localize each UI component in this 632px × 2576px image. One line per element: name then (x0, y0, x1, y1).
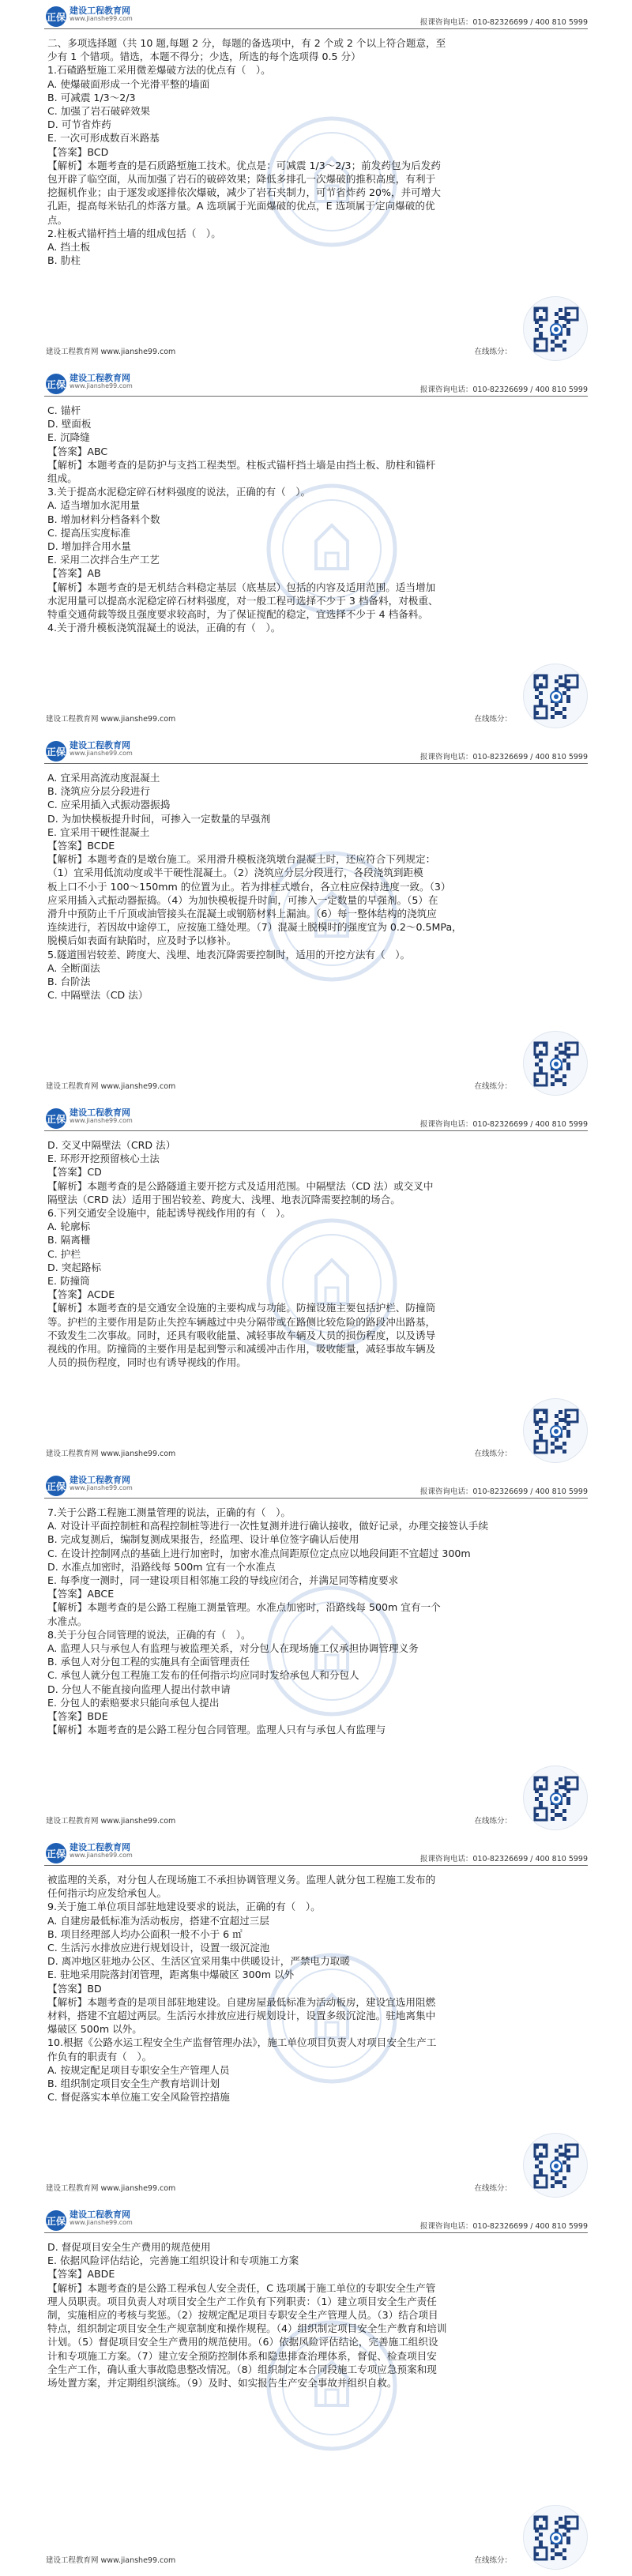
analysis-line: 【解析】本题考查的是公路工程分包合同管理。监理人只有与承包人有监理与 (47, 1724, 386, 1736)
footer-site[interactable]: 建设工程教育网 www.jianshe99.com (46, 2184, 176, 2193)
analysis-line: 【解析】本题考查的是石质路堑施工技术。优点是：可减震 1/3～2/3；前发药包为后发药 (47, 159, 441, 171)
text-line: 二、多项选择题（共 10 题,每题 2 分，每题的备选项中，有 2 个或 2 个以上符合题意，至 (47, 37, 446, 49)
page (0, 367, 632, 735)
text-line: C. 加强了岩石破碎效果 (47, 105, 151, 118)
footer-consult: 在线练分： (474, 2556, 512, 2565)
text-line: C. 应采用插入式振动器振捣 (47, 799, 171, 811)
header-divider (44, 763, 588, 764)
text-line: B. 增加材料分档备料个数 (47, 513, 160, 525)
page-header (0, 367, 632, 402)
logo-mark-icon: 正保 (46, 2210, 66, 2231)
page-footer (0, 2133, 632, 2204)
text-line: E. 分包人的索赔要求只能向承包人提出 (47, 1696, 220, 1709)
text-line: 水泥用量可以提高水泥稳定碎石材料强度，对一般工程可选择不少于 3 档备料，对极重、 (47, 594, 438, 607)
text-line: 4.关于滑升模板浇筑混凝土的说法，正确的有（ ）。 (47, 622, 281, 634)
page-content (47, 1138, 586, 1369)
text-line: 特重交通荷载等级且强度要求较高时，为了保证搅配的稳定，宜选择不少于 4 档备料。 (47, 608, 428, 621)
footer-consult: 在线练分： (474, 715, 512, 724)
logo-text (70, 2210, 133, 2227)
page (0, 1469, 632, 1837)
brand-logo[interactable] (46, 1843, 133, 1863)
answer-line: 【答案】BCDE (47, 840, 115, 852)
brand-name: 建设工程教育网 (70, 2209, 130, 2220)
text-line: 挖掘机作业；由于逐发或逐排依次爆破，减少了岩石夹制力，可节省炸药 20%，并可增大 (47, 186, 441, 199)
text-line: 爆破区 500m 以外。 (47, 2023, 142, 2036)
page-footer (0, 1398, 632, 1469)
qr-code-icon (523, 2133, 588, 2198)
page-footer (0, 664, 632, 735)
text-line: E. 环形开挖预留核心土法 (47, 1153, 160, 1165)
brand-url: www.jianshe99.com (70, 1117, 133, 1125)
text-line: A. 监理人只与承包人有监理与被监理关系，对分包人在现场施工仅承担协调管理义务 (47, 1642, 419, 1655)
text-line: 特点，组织制定项目安全生产规章制度和操作规程。（4）组织制定项目安全生产教育和培训 (47, 2322, 447, 2335)
brand-logo[interactable] (46, 741, 133, 762)
page-header (0, 2204, 632, 2239)
hotline-text: 报课咨询电话：010-82326699 / 400 810 5999 (419, 1120, 588, 1129)
text-line: C. 中隔壁法（CD 法） (47, 989, 149, 1002)
text-line: 孔距，提高每米钻孔的炸落方量。A 选项属于光面爆破的优点，E 选项属于定向爆破的优 (47, 200, 435, 212)
text-line: 连续进行，若因故中途停工，应按施工缝处理。（7）混凝土脱模时的强度宜为 0.2～0.5MPa， (47, 921, 462, 934)
text-line: D. 增加拌合用水量 (47, 540, 131, 553)
text-line: 被监理的关系，对分包人在现场施工不承担协调管理义务。监理人就分包工程施工发布的 (47, 1874, 436, 1886)
brand-logo[interactable] (46, 1108, 133, 1129)
text-line: D. 督促项目安全生产费用的规范使用 (47, 2241, 211, 2253)
text-line: 场处置方案，并定期组织演练。（9）及时、如实报告生产安全事故并组织自救。 (47, 2377, 397, 2390)
text-line: 3.关于提高水泥稳定碎石材料强度的说法，正确的有（ ）。 (47, 486, 311, 498)
logo-text (70, 1108, 133, 1125)
footer-site[interactable]: 建设工程教育网 www.jianshe99.com (46, 1817, 176, 1826)
text-line: A. 全断面法 (47, 961, 100, 974)
text-line: 视线的作用。防撞筒的主要作用是起到警示和减缓冲击作用，吸收能量，减轻事故车辆及 (47, 1343, 436, 1356)
brand-name: 建设工程教育网 (70, 740, 130, 750)
footer-consult: 在线练分： (474, 1450, 512, 1458)
answer-line: 【答案】BCD (47, 145, 109, 158)
text-line: 点。 (47, 213, 68, 226)
header-divider (44, 2232, 588, 2233)
text-line: B. 隔离栅 (47, 1234, 91, 1247)
logo-mark-icon: 正保 (46, 374, 66, 394)
footer-site[interactable]: 建设工程教育网 www.jianshe99.com (46, 715, 176, 724)
answer-line: 【答案】ACDE (47, 1288, 115, 1301)
brand-logo[interactable] (46, 6, 133, 27)
text-line: E. 依据风险评估结论，完善施工组织设计和专项施工方案 (47, 2254, 299, 2267)
text-line: E. 采用二次拌合生产工艺 (47, 554, 160, 566)
page-header (0, 1102, 632, 1137)
text-line: A. 轮廓标 (47, 1220, 91, 1233)
answer-line: 【答案】ABDE (47, 2268, 115, 2281)
qr-code-icon (523, 1031, 588, 1096)
text-line: 包开辟了临空面，从而加强了岩石的破碎效果；降低多排孔一次爆破的推积高度，有利于 (47, 173, 436, 186)
brand-name: 建设工程教育网 (70, 1107, 130, 1118)
text-line: D. 突起路标 (47, 1261, 102, 1273)
text-line: 应采用插入式振动器振捣。（4）为加快模板提升时间，可掺入一定数量的早强剂。（5）在 (47, 893, 438, 906)
text-line: B. 组织制定项目安全生产教育培训计划 (47, 2078, 220, 2090)
answer-line: 【答案】ABC (47, 445, 108, 457)
hotline-text: 报课咨询电话：010-82326699 / 400 810 5999 (419, 1487, 588, 1496)
header-divider (44, 1130, 588, 1131)
page-footer (0, 296, 632, 367)
text-line: E. 一次可形成数百米路基 (47, 132, 160, 145)
text-line: D. 分包人不能直接向监理人提出付款申请 (47, 1683, 231, 1695)
text-line: B. 承包人对分包工程的实施具有全面管理责任 (47, 1656, 250, 1668)
text-line: C. 提高压实度标准 (47, 526, 130, 539)
answer-line: 【答案】ABCE (47, 1588, 115, 1600)
header-divider (44, 1865, 588, 1866)
analysis-line: 【解析】本题考查的是交通安全设施的主要构成与功能。防撞设施主要包括护栏、防撞筒 (47, 1302, 436, 1314)
brand-url: www.jianshe99.com (70, 2219, 133, 2227)
hotline-text: 报课咨询电话：010-82326699 / 400 810 5999 (419, 753, 588, 762)
brand-url: www.jianshe99.com (70, 750, 133, 758)
analysis-line: 【解析】本题考查的是公路工程承包人安全责任，C 选项属于施工单位的专职安全生产管 (47, 2281, 436, 2294)
text-line: D. 交叉中隔壁法（CRD 法） (47, 1139, 176, 1151)
text-line: 人员的损伤程度，同时也有诱导视线的作用。 (47, 1356, 246, 1369)
logo-text (70, 6, 133, 23)
text-line: B. 可减震 1/3～2/3 (47, 91, 136, 103)
brand-url: www.jianshe99.com (70, 15, 133, 23)
page-header (0, 1837, 632, 1871)
text-line: 10.根据《公路水运工程安全生产监督管理办法》，施工单位项目负责人对项目安全生产工 (47, 2036, 437, 2049)
text-line: C. 督促落实本单位施工安全风险管控措施 (47, 2091, 230, 2104)
analysis-line: 【解析】本题考查的是公路工程施工测量管理。水准点加密时，沿路线每 500m 宜有一个 (47, 1601, 441, 1614)
text-line: 理人员职责。项目负责人对项目安全生产工作负有下列职责：（1）建立项目安全生产责任 (47, 2295, 437, 2307)
text-line: C. 生活污水排放应进行规划设计，设置一级沉淀池 (47, 1942, 270, 1954)
qr-code-icon (523, 1398, 588, 1463)
page-footer (0, 1031, 632, 1102)
text-line: 全生产工作，确认重大事故隐患整改情况。（8）组织制定本合同段施工专项应急预案和现 (47, 2363, 437, 2375)
brand-logo[interactable] (46, 374, 133, 394)
text-line: 作负有的职责有（ ）。 (47, 2050, 152, 2063)
text-line: B. 浇筑应分层分段进行 (47, 785, 150, 798)
text-line: B. 台阶法 (47, 976, 91, 988)
brand-url: www.jianshe99.com (70, 1484, 133, 1492)
logo-mark-icon: 正保 (46, 1476, 66, 1496)
page-content (47, 36, 586, 267)
text-line: 计划。（5）督促项目安全生产费用的规范使用。（6）依据风险评估结论，完善施工组织设 (47, 2336, 438, 2348)
logo-text (70, 1843, 133, 1860)
text-line: 1.石碴路堑施工采用微差爆破方法的优点有（ ）。 (47, 64, 271, 77)
logo-text (70, 374, 133, 390)
qr-code-icon (523, 664, 588, 728)
text-line: 等。护栏的主要作用是防止失控车辆越过中央分隔带或在路侧比较危险的路段冲出路基， (47, 1315, 436, 1328)
page-footer (0, 1766, 632, 1837)
logo-mark-icon: 正保 (46, 6, 66, 27)
footer-site[interactable]: 建设工程教育网 www.jianshe99.com (46, 1450, 176, 1458)
text-line: A. 自建房最低标准为活动板房，搭建不宜超过三层 (47, 1914, 269, 1927)
text-line: C. 护栏 (47, 1247, 81, 1260)
qr-code-icon (523, 2505, 588, 2570)
text-line: A. 挡土板 (47, 241, 91, 254)
footer-consult: 在线练分： (474, 2184, 512, 2193)
page (0, 1837, 632, 2204)
page-content (47, 2240, 586, 2390)
header-divider (44, 396, 588, 397)
brand-logo[interactable] (46, 1476, 133, 1496)
text-line: A. 按规定配足项目专职安全生产管理人员 (47, 2063, 230, 2076)
page-content (47, 1506, 586, 1736)
brand-name: 建设工程教育网 (70, 373, 130, 383)
page (0, 2204, 632, 2576)
text-line: 隔壁法（CRD 法）适用于围岩较差、跨度大、浅埋、地表沉降需要控制的场合。 (47, 1193, 401, 1205)
footer-consult: 在线练分： (474, 1082, 512, 1091)
text-line: D. 为加快模板提升时间，可掺入一定数量的早强剂 (47, 812, 271, 825)
header-divider (44, 1498, 588, 1499)
text-line: （1）宜采用低流动度或半干硬性混凝土。（2）浇筑应分层分段进行，各段浇筑到距模 (47, 867, 423, 879)
text-line: 材料，搭建不宜超过两层。生活污水排放应进行规划设计，设置多级沉淀池。驻地离集中 (47, 2010, 436, 2022)
text-line: E. 宜采用干硬性混凝土 (47, 825, 150, 838)
text-line: 制，实施相应的考核与奖惩。（2）按规定配足项目专职安全生产管理人员。（3）结合项目 (47, 2309, 438, 2322)
text-line: A. 宜采用高流动度混凝土 (47, 772, 160, 784)
page-content (47, 771, 586, 1002)
logo-text (70, 741, 133, 758)
text-line: A. 对设计平面控制桩和高程控制桩等进行一次性复测并进行确认接收，做好记录，办理交接签认手续 (47, 1520, 488, 1532)
text-line: 少有 1 个错项。错选，本题不得分；少选，所选的每个选项得 0.5 分） (47, 51, 361, 63)
text-line: D. 可节省炸药 (47, 118, 111, 131)
text-line: 不致发生二次事故。同时，还具有吸收能量、减轻事故车辆及人员的损伤程度，以及诱导 (47, 1329, 436, 1341)
text-line: B. 完成复测后，编制复测成果报告，经监理、设计单位签字确认后使用 (47, 1533, 359, 1546)
analysis-line: 【解析】本题考查的是公路隧道主要开挖方式及适用范围。中隔壁法（CD 法）或交叉中 (47, 1179, 434, 1192)
logo-mark-icon: 正保 (46, 1108, 66, 1129)
logo-text (70, 1476, 133, 1492)
text-line: E. 驻地采用院落封闭管理，距离集中爆破区 300m 以外 (47, 1969, 295, 1981)
text-line: 9.关于施工单位项目部驻地建设要求的说法，正确的有（ ）。 (47, 1901, 321, 1913)
answer-line: 【答案】CD (47, 1166, 102, 1179)
text-line: 计和专项施工方案。（7）建立安全预防控制体系和隐患排查治理体系，督促、检查项目安 (47, 2349, 437, 2362)
brand-name: 建设工程教育网 (70, 1475, 130, 1485)
text-line: A. 使爆破面形成一个光滑平整的墙面 (47, 77, 210, 90)
page-header (0, 1469, 632, 1504)
text-line: 7.关于公路工程施工测量管理的说法，正确的有（ ）。 (47, 1506, 291, 1518)
text-line: E. 沉降缝 (47, 431, 90, 444)
text-line: 任何指示均应发给承包人。 (47, 1887, 167, 1900)
qr-code-icon (523, 1766, 588, 1830)
brand-url: www.jianshe99.com (70, 382, 133, 390)
text-line: 8.关于分包合同管理的说法，正确的有（ ）。 (47, 1628, 251, 1641)
answer-line: 【答案】AB (47, 567, 101, 580)
hotline-text: 报课咨询电话：010-82326699 / 400 810 5999 (419, 18, 588, 27)
text-line: D. 壁面板 (47, 418, 92, 431)
text-line: C. 锚杆 (47, 404, 81, 416)
analysis-line: 【解析】本题考查的是墩台施工。采用滑升模板浇筑墩台混凝土时，还应符合下列规定： (47, 853, 436, 866)
page (0, 0, 632, 367)
analysis-line: 【解析】本题考查的是无机结合料稳定基层（底基层）包括的内容及适用范围。适当增加 (47, 581, 436, 593)
page (0, 1102, 632, 1469)
footer-site[interactable]: 建设工程教育网 www.jianshe99.com (46, 348, 176, 356)
page-footer (0, 2505, 632, 2576)
text-line: D. 水准点加密时，沿路线每 500m 宜有一个水准点 (47, 1560, 276, 1573)
text-line: 脱模后如表面有缺陷时，应及时予以修补。 (47, 935, 237, 947)
footer-consult: 在线练分： (474, 348, 512, 356)
analysis-line: 【解析】本题考查的是防护与支挡工程类型。柱板式锚杆挡土墙是由挡土板、肋柱和锚杆 (47, 458, 436, 471)
page-content (47, 1873, 586, 2104)
text-line: 组成。 (47, 472, 77, 485)
text-line: 板上口不小于 100～150mm 的位置为止。若为排柱式墩台，各立柱应保持进度一致。（3） (47, 880, 451, 893)
text-line: 2.柱板式锚杆挡土墙的组成包括（ ）。 (47, 227, 221, 239)
text-line: D. 离冲地区驻地办公区、生活区宜采用集中供暖设计，严禁电力取暖 (47, 1955, 350, 1968)
footer-site[interactable]: 建设工程教育网 www.jianshe99.com (46, 2556, 176, 2565)
header-divider (44, 28, 588, 29)
text-line: B. 项目经理部人均办公面积一般不小于 6 ㎡ (47, 1927, 243, 1940)
text-line: 5.隧道围岩较差、跨度大、浅埋、地表沉降需要控制时，适用的开挖方法有（ ）。 (47, 948, 411, 961)
text-line: C. 在设计控制网点的基础上进行加密时，加密水准点间距原位定点应以地段间距不宜超过 300m (47, 1547, 471, 1559)
brand-url: www.jianshe99.com (70, 1852, 133, 1860)
analysis-line: 【解析】本题考查的是项目部驻地建设。自建房屋最低标准为活动板房，建设宜选用阻燃 (47, 1995, 436, 2008)
text-line: 6.下列交通安全设施中，能起诱导视线作用的有（ ）。 (47, 1207, 291, 1220)
text-line: 水准点。 (47, 1615, 88, 1627)
hotline-text: 报课咨询电话：010-82326699 / 400 810 5999 (419, 1855, 588, 1863)
page (0, 735, 632, 1102)
page-header (0, 735, 632, 769)
logo-mark-icon: 正保 (46, 741, 66, 762)
brand-name: 建设工程教育网 (70, 6, 130, 16)
answer-line: 【答案】BD (47, 1982, 102, 1995)
text-line: C. 承包人就分包工程施工发布的任何指示均应同时发给承包人和分包人 (47, 1669, 359, 1682)
hotline-text: 报课咨询电话：010-82326699 / 400 810 5999 (419, 2222, 588, 2231)
qr-code-icon (523, 296, 588, 361)
footer-consult: 在线练分： (474, 1817, 512, 1826)
hotline-text: 报课咨询电话：010-82326699 / 400 810 5999 (419, 385, 588, 394)
page-content (47, 404, 586, 634)
text-line: E. 每季度一测时，同一建设项目相邻施工段的导线应闭合，并满足同等精度要求 (47, 1574, 399, 1587)
footer-site[interactable]: 建设工程教育网 www.jianshe99.com (46, 1082, 176, 1091)
brand-name: 建设工程教育网 (70, 1842, 130, 1852)
logo-mark-icon: 正保 (46, 1843, 66, 1863)
text-line: B. 肋柱 (47, 254, 81, 267)
text-line: 滑升中预防止千斤顶或油管接头在混凝土或钢筋材料上漏油。（6）每一整体结构的浇筑应 (47, 908, 437, 920)
answer-line: 【答案】BDE (47, 1710, 108, 1723)
brand-logo[interactable] (46, 2210, 133, 2231)
page-header (0, 0, 632, 35)
text-line: E. 防撞筒 (47, 1275, 90, 1288)
text-line: A. 适当增加水泥用量 (47, 499, 141, 512)
